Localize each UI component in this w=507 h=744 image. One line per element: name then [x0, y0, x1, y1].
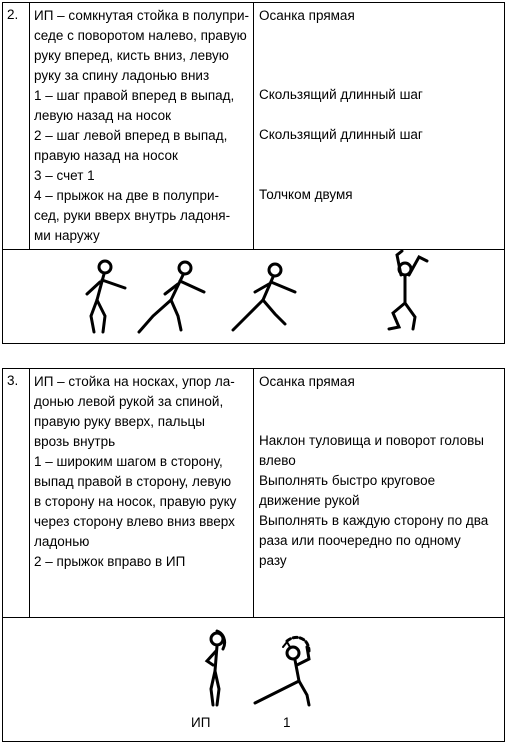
exercise-3-table [2, 368, 505, 742]
method-note: раза или поочередно по одному [259, 533, 461, 548]
description-line: ми наружу [34, 228, 100, 243]
column-divider [29, 3, 30, 249]
description-line: 3 – счет 1 [34, 168, 95, 183]
exercise-description [34, 6, 249, 246]
exercise-2-table [2, 2, 505, 344]
description-line: седе с поворотом налево, правую [34, 28, 247, 43]
description-line: правую руку вверх, пальцы [34, 414, 205, 429]
stick-figure-step-left [225, 258, 305, 338]
column-divider [253, 369, 254, 617]
description-line: ИП – сомкнутая стойка в полупри- [34, 8, 250, 23]
description-line: выпад правой в сторону, левую [34, 474, 232, 489]
description-line: ладонью [34, 534, 90, 549]
method-note: влево [259, 453, 296, 468]
column-divider [29, 369, 30, 617]
stick-figure-start [75, 258, 135, 338]
row-divider [3, 617, 504, 618]
method-note: Толчком двумя [259, 187, 353, 202]
method-note: разу [259, 553, 287, 568]
exercise-description [34, 372, 236, 572]
figure-caption-count: 1 [283, 715, 291, 730]
description-line: правую назад на носок [34, 148, 178, 163]
description-line: 2 – прыжок вправо в ИП [34, 554, 186, 569]
description-line: 4 – прыжок на две в полупри- [34, 188, 220, 203]
method-note: Скользящий длинный шаг [259, 87, 423, 102]
exercise-number: 2. [7, 7, 19, 22]
exercise-number: 3. [7, 373, 19, 388]
description-line: ИП – стойка на носках, упор ла- [34, 374, 235, 389]
description-line: врозь внутрь [34, 434, 116, 449]
description-line: руку за спину ладонью вниз [34, 68, 210, 83]
description-line: 1 – шаг правой вперед в выпад, [34, 88, 235, 103]
figure-caption-start: ИП [191, 715, 211, 730]
stick-figure-jump [375, 247, 435, 337]
description-line: через сторону влево вниз вверх [34, 514, 235, 529]
description-line: 2 – шаг левой вперед в выпад, [34, 128, 228, 143]
stick-figure-step-right [131, 258, 211, 338]
column-divider [253, 3, 254, 249]
stick-figure-initial-position [193, 627, 243, 709]
method-note: движение рукой [259, 493, 360, 508]
method-note: Скользящий длинный шаг [259, 127, 423, 142]
method-note: Выполнять в каждую сторону по два [259, 513, 489, 528]
method-note: Осанка прямая [259, 374, 355, 389]
description-line: левую назад на носок [34, 108, 172, 123]
description-line: руку вперед, кисть вниз, левую [34, 48, 229, 63]
method-note: Наклон туловища и поворот головы [259, 433, 485, 448]
description-line: 1 – широким шагом в сторону, [34, 454, 223, 469]
method-note: Осанка прямая [259, 8, 355, 23]
description-line: сед, руки вверх внутрь ладоня- [34, 208, 231, 223]
description-line: в сторону на носок, правую руку [34, 494, 237, 509]
description-line: донью левой рукой за спиной, [34, 394, 224, 409]
method-note: Выполнять быстро круговое [259, 473, 436, 488]
stick-figure-lunge [247, 633, 329, 709]
